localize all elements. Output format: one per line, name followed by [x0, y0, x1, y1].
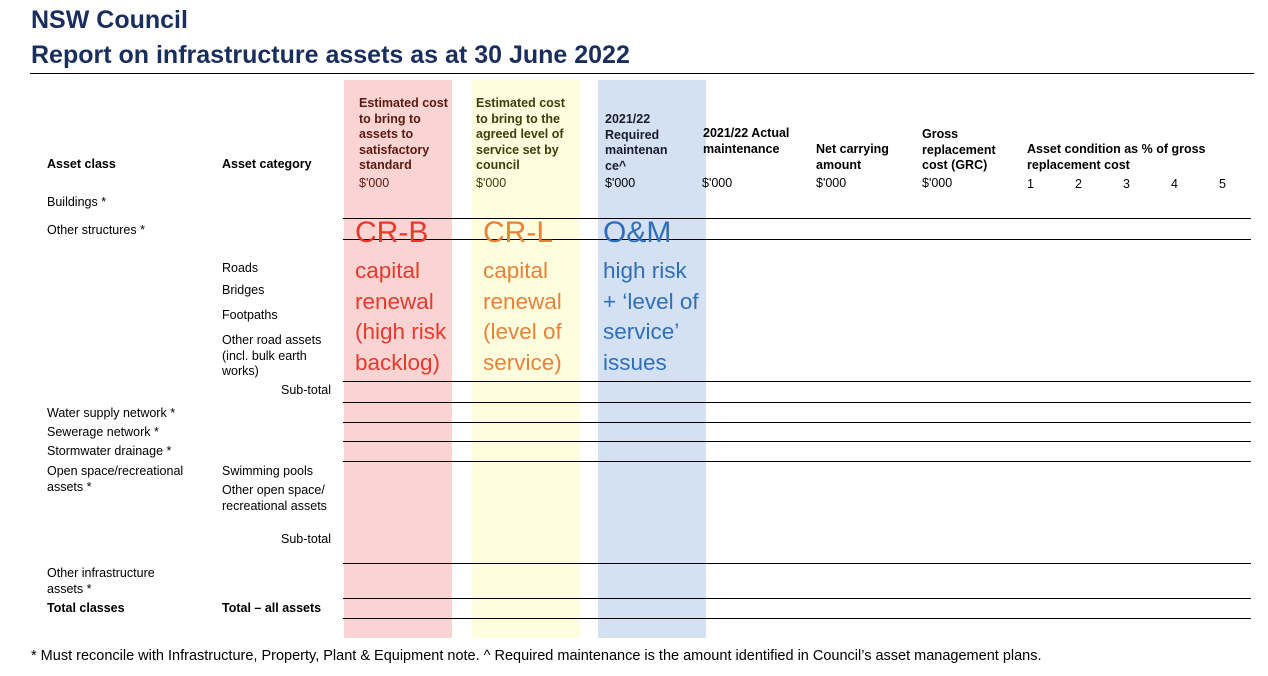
table-rule [343, 441, 1251, 442]
om-code-label: O&M [603, 216, 672, 249]
row-label-buildings: Buildings * [47, 195, 107, 209]
crb-description: capital renewal (high risk backlog) [355, 258, 447, 375]
table-rule [343, 218, 1251, 219]
crl-code-label: CR-L [483, 216, 554, 249]
row-label-other-open-space: Other open space/ recreational assets [222, 483, 327, 513]
condition-level: 5 [1219, 177, 1226, 191]
table-rule [343, 598, 1251, 599]
page-title: NSW Council [31, 6, 188, 34]
condition-level: 4 [1171, 177, 1178, 191]
row-label-total-classes: Total classes [47, 601, 125, 615]
crb-code-label: CR-B [355, 216, 429, 249]
unit-label: $'000 [702, 176, 733, 190]
row-label-other-infrastructure: Other infrastructure assets * [47, 566, 155, 596]
unit-label: $'000 [605, 176, 636, 190]
est-cost-satisfactory-header: Estimated cost to bring to assets to satisfactory standard [359, 96, 448, 172]
condition-level: 3 [1123, 177, 1130, 191]
row-label-other-structures: Other structures * [47, 223, 145, 237]
page-subtitle: Report on infrastructure assets as at 30 June 2022 [31, 41, 630, 69]
table-rule [343, 381, 1251, 382]
row-label-total-all: Total – all assets [222, 601, 322, 615]
row-label-open-space: Open space/recreational assets * [47, 464, 184, 494]
footnote: * Must reconcile with Infrastructure, Property, Plant & Equipment note. ^ Required maintenance is the amount identified in Council’s asset management plans. [31, 648, 1042, 664]
row-label-sewerage: Sewerage network * [47, 425, 159, 439]
table-rule [343, 618, 1251, 619]
table-rule [343, 402, 1251, 403]
title-divider [30, 73, 1254, 74]
row-label-subtotal-2: Sub-total [281, 532, 332, 546]
asset-class-header: Asset class [47, 157, 116, 171]
om-description: high risk + ‘level of service’ issues [603, 258, 699, 375]
table-rule [343, 461, 1251, 462]
est-cost-agreed-header: Estimated cost to bring to the agreed level of service set by council [476, 96, 565, 172]
required-maintenance-header: 2021/22 Required maintenan ce^ [605, 112, 668, 173]
unit-label: $'000 [922, 176, 953, 190]
row-label-bridges: Bridges [222, 283, 265, 297]
row-label-stormwater: Stormwater drainage * [47, 444, 172, 458]
unit-label: $'000 [359, 176, 390, 190]
row-label-other-road-assets: Other road assets (incl. bulk earth works) [222, 333, 322, 378]
row-label-roads: Roads [222, 261, 259, 275]
actual-maintenance-header: 2021/22 Actual maintenance [703, 126, 790, 156]
crl-description: capital renewal (level of service) [483, 258, 562, 375]
condition-level: 2 [1075, 177, 1082, 191]
condition-level: 1 [1027, 177, 1034, 191]
condition-header: Asset condition as % of gross replacement cost [1027, 142, 1206, 172]
table-rule [343, 239, 1251, 240]
row-label-subtotal: Sub-total [281, 383, 332, 397]
unit-label: $'000 [816, 176, 847, 190]
row-label-footpaths: Footpaths [222, 308, 278, 322]
table-rule [343, 563, 1251, 564]
unit-label: $'000 [476, 176, 507, 190]
table-rule [343, 422, 1251, 423]
row-label-swimming-pools: Swimming pools [222, 464, 314, 478]
row-label-water-supply: Water supply network * [47, 406, 176, 420]
grc-header: Gross replacement cost (GRC) [922, 127, 996, 172]
net-carrying-header: Net carrying amount [816, 142, 889, 172]
asset-category-header: Asset category [222, 157, 312, 171]
